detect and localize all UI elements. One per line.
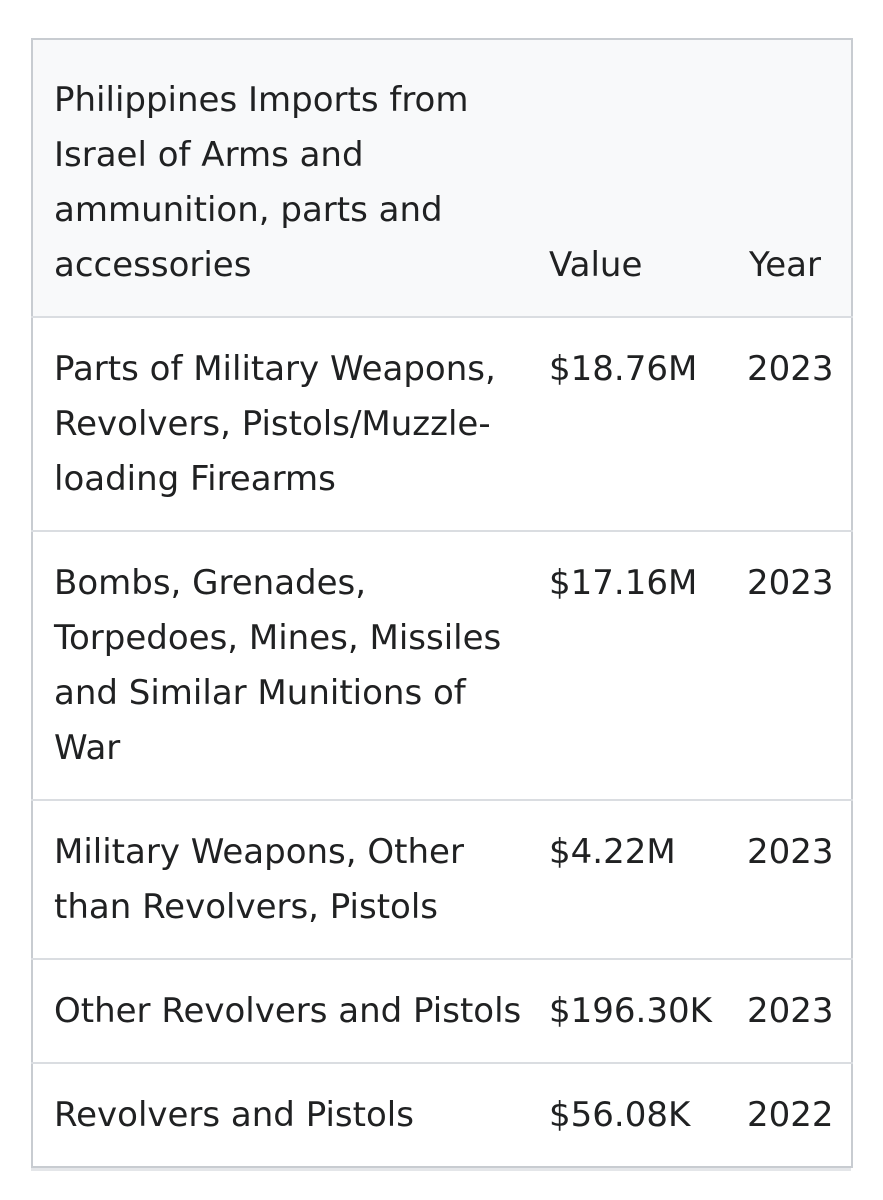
table-bottom-edge xyxy=(31,1168,851,1171)
cell-item: Bombs, Grenades, Torpedoes, Mines, Missiles and Similar Munitions of War xyxy=(32,531,529,800)
cell-item: Military Weapons, Other than Revolvers, Pistols xyxy=(32,800,529,959)
cell-item: Other Revolvers and Pistols xyxy=(32,959,529,1063)
cell-value: $56.08K xyxy=(529,1063,727,1167)
imports-table xyxy=(31,38,853,1168)
header-value: Value xyxy=(529,39,727,317)
cell-value: $17.16M xyxy=(529,531,727,800)
cell-item: Parts of Military Weapons, Revolvers, Pistols/Muzzle-loading Firearms xyxy=(32,317,529,531)
table-row xyxy=(32,800,852,959)
table-header xyxy=(32,39,852,317)
cell-year: 2023 xyxy=(727,800,852,959)
cell-year: 2023 xyxy=(727,317,852,531)
table-row xyxy=(32,1063,852,1167)
cell-value: $4.22M xyxy=(529,800,727,959)
header-year: Year xyxy=(727,39,852,317)
cell-value: $18.76M xyxy=(529,317,727,531)
cell-item: Revolvers and Pistols xyxy=(32,1063,529,1167)
imports-table-container xyxy=(31,38,851,1168)
table-row xyxy=(32,959,852,1063)
header-row xyxy=(32,39,852,317)
table-row xyxy=(32,317,852,531)
header-item: Philippines Imports from Israel of Arms and ammunition, parts and accessories xyxy=(32,39,529,317)
table-row xyxy=(32,531,852,800)
cell-year: 2022 xyxy=(727,1063,852,1167)
table-body xyxy=(32,317,852,1167)
cell-year: 2023 xyxy=(727,531,852,800)
cell-value: $196.30K xyxy=(529,959,727,1063)
cell-year: 2023 xyxy=(727,959,852,1063)
